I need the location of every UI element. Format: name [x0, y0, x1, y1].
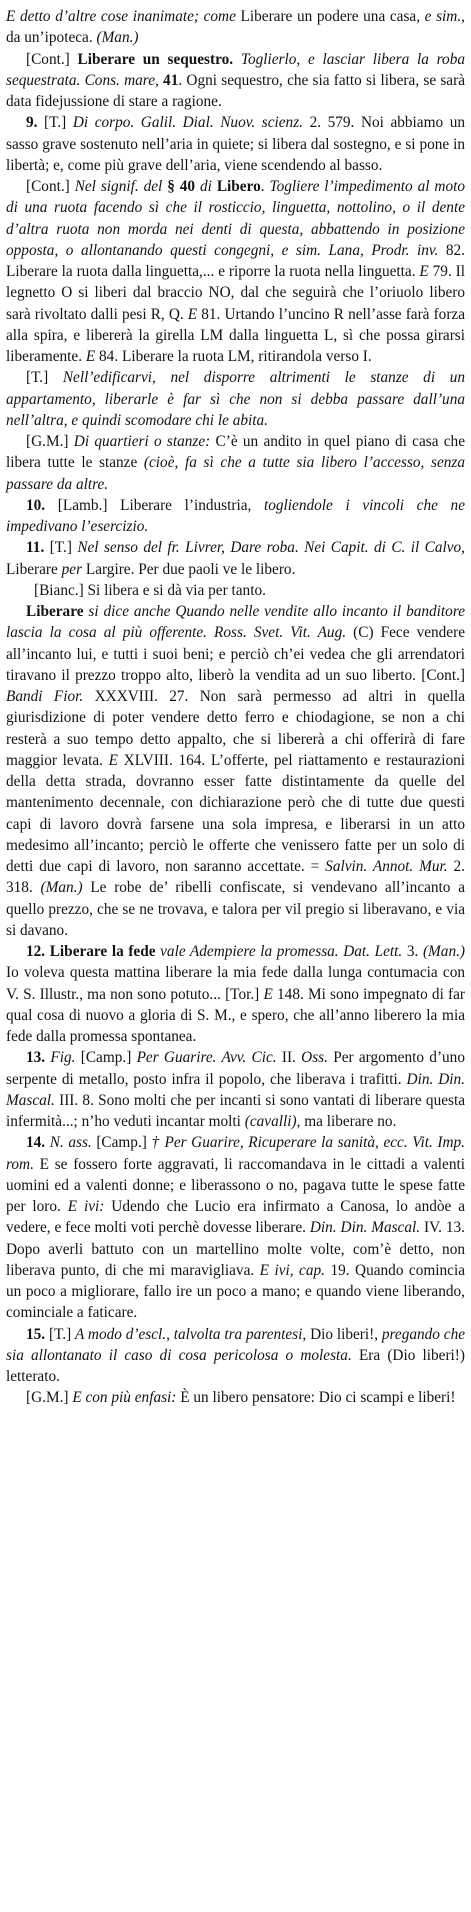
text-segment: Din. Din. Mascal.: [309, 1219, 424, 1237]
text-segment: 11.: [26, 539, 50, 557]
text-segment: II.: [281, 1049, 302, 1067]
entry-paragraph-p01: [6, 6, 465, 49]
entry-paragraph-p09: [6, 580, 465, 601]
text-segment: (C) Fece vendere all’incanto lui, e tutti i suoi beni; e perciò ch’ei vedea che gli arrendatori tiravano il prezzo troppo alto, liberò la vendita ad un suo liberto. [Cont.]: [6, 624, 465, 684]
text-segment: . Ogni sequestro, che sia fatto si libera, se sarà data fidejussione di stare a ragione.: [6, 71, 465, 110]
text-segment: Oss.: [301, 1049, 334, 1067]
text-segment: [Lamb.] Liberare l’industria,: [57, 496, 264, 514]
text-segment: pregando che sia allontanato il caso di cosa pericolosa o molesta.: [6, 1325, 466, 1364]
text-segment: 19. Quando comincia un poco a migliorare, fallo ire un poco a mano; e quando viene liberando, cominciale a faticare.: [6, 1261, 466, 1322]
text-segment: IV. 13. Dopo averli battuto con un martellino molte volte, com’è detto, non liberava punto, di che mi maravigliava.: [6, 1219, 465, 1279]
text-segment: Libero: [216, 178, 261, 195]
entry-paragraph-p03: [6, 112, 465, 176]
text-segment: Io voleva questa mattina liberare la mia fede dalla lunga contumacia con V. S. Illustr., ma non sono potuto... [Tor.]: [6, 964, 465, 1003]
text-segment: [T.]: [48, 1325, 76, 1343]
text-segment: [Cont.]: [26, 178, 75, 195]
text-segment: Liberare un sequestro.: [77, 50, 241, 68]
text-segment: [Camp.]: [96, 1134, 152, 1152]
text-segment: (cavalli): [244, 1113, 297, 1130]
entry-paragraph-p14: [6, 1324, 465, 1388]
text-segment: 3.: [406, 943, 423, 960]
text-segment: si dice anche Quando nelle vendite allo incanto il banditore lascia la cosa al più offerente. Ross. Svet. Vit. Aug.: [6, 603, 465, 642]
text-segment: (Man.): [96, 29, 139, 47]
text-segment: vale Adempiere la promessa. Dat. Lett.: [160, 943, 407, 960]
text-segment: E: [108, 751, 124, 769]
text-segment: E se fossero forte aggravati, li raccomandava in le cittadi a valenti uomini ed a valenti donne; e liberassono o no, pagava tutte le spese fatte per loro.: [6, 1155, 465, 1215]
text-segment: E: [263, 985, 278, 1003]
text-segment: 84. Liberare la ruota LM, ritirandola verso I.: [99, 348, 372, 365]
text-segment: (Man.): [422, 943, 466, 960]
entry-paragraph-p15: [6, 1387, 465, 1408]
text-segment: Nel senso del fr. Livrer, Dare roba. Nei Capit. di C. il Calvo,: [77, 539, 466, 557]
text-segment: togliendole i vincoli che ne impedivano l’esercizio.: [6, 496, 465, 535]
text-segment: È un libero pensatore: Dio ci scampi e liberi!: [180, 1389, 456, 1407]
text-segment: Bandi Fior.: [6, 688, 95, 705]
entry-paragraph-p04: [6, 176, 465, 367]
text-segment: E con più enfasi:: [72, 1389, 181, 1407]
text-segment: A modo d’escl., talvolta tra parentesi,: [75, 1325, 311, 1343]
text-segment: Nel signif. del: [74, 178, 168, 195]
entry-paragraph-p13: [6, 1132, 465, 1323]
text-segment: § 40: [167, 178, 201, 195]
text-segment: Togliere l’impedimento al moto di una ruota facendo sì che il rosticcio, linguetta, nottolino, o il dente d’altra ruota non morda nei denti di questa, abbattendo in posizione opposta, o allontanando questi congegni, e sim. Lana, Prodr. inv.: [6, 178, 465, 259]
text-segment: Era (Dio liberi!) letterato.: [6, 1346, 465, 1385]
text-segment: Liberare un podere una casa,: [240, 8, 425, 25]
text-segment: E: [419, 263, 433, 280]
text-segment: 9.: [26, 114, 45, 132]
text-segment: III. 8. Sono molti che per incanti si sono vantati di liberare questa infermità...; n’ho veduti incantar molti: [6, 1091, 465, 1130]
text-segment: Salvin. Annot. Mur.: [325, 858, 454, 875]
text-segment: Per argomento d’uno serpente di metallo, posto infra il popolo, che liberava i trafitti.: [6, 1049, 465, 1088]
text-segment: per: [61, 560, 86, 578]
text-segment: e sim.: [424, 8, 462, 25]
text-segment: 2. 579. Noi abbiamo un sasso grave sostenuto nell’aria in quiete; si libera dal sostegno, e si pone in libertà; e, come più grave dell’aria, viene scendendo al basso.: [6, 114, 466, 174]
entry-paragraph-p06: [6, 431, 465, 495]
text-segment: 14.: [26, 1134, 50, 1152]
entry-paragraph-p02: [6, 49, 465, 113]
text-segment: [T.]: [26, 369, 63, 387]
text-segment: Udendo che Lucio era infirmato a Canosa, lo andòe a vedere, e fece molti voti perchè dovesse liberare.: [6, 1198, 465, 1237]
text-segment: XLVIII. 164. L’offerte, pel riattamento e restaurazioni della detta strada, dovranno esser fatte distintamente da quelle del mantenimento decennale, con dichiarazione però che di tutte due questi capi di lavoro dovrà farsene una sola impresa, e liberarsi in un atto medesimo all’incanto; perciò le offerte che venissero fatte per un solo di detti due capi di lavoro, non saranno accettate. =: [6, 751, 466, 875]
text-segment: [Camp.]: [80, 1049, 137, 1067]
text-segment: [T.]: [44, 114, 73, 132]
text-segment: 10.: [26, 496, 58, 514]
text-segment: Toglierlo, e lasciar libera la roba sequestrata. Cons. mare,: [6, 50, 465, 89]
text-segment: 12. Liberare la fede: [26, 943, 161, 960]
text-segment: Liberare: [26, 603, 89, 620]
text-segment: E detto d’altre cose inanimate; come: [6, 8, 241, 25]
text-segment: [Cont.]: [26, 50, 78, 68]
text-segment: Din. Din. Mascal.: [6, 1070, 465, 1109]
text-segment: Di quartieri o stanze:: [73, 433, 216, 450]
entry-paragraph-p07: [6, 495, 465, 538]
text-segment: 148. Mi sono impegnato di far qual cosa di nuovo a gloria di S. M., e spero, che all’anno liberero la mia fede dalla promessa spontanea.: [6, 985, 466, 1045]
text-segment: N. ass.: [49, 1134, 97, 1152]
text-segment: E: [187, 305, 202, 323]
text-segment: Largire. Per due paoli ve le libero.: [85, 560, 296, 578]
text-segment: 79. Il legnetto O si liberi dal braccio NO, dal che seguirà che l’oriuolo libero sarà rivoltato dalli pesi R, Q.: [6, 263, 465, 323]
text-segment: 2. 318.: [6, 858, 465, 897]
text-segment: Dio liberi!,: [310, 1325, 382, 1343]
text-segment: E: [85, 348, 100, 365]
text-segment: 82. Liberare la ruota dalla linguetta,... e riporre la ruota nella linguetta.: [6, 241, 465, 280]
text-segment: (Man.): [40, 879, 91, 897]
text-segment: [G.M.]: [26, 433, 74, 450]
text-segment: Le robe de’ ribelli confiscate, si vendevano all’incanto a quello prezzo, che se ne trovava, e talora per vil pregio si liberavano, e via si davano.: [6, 879, 465, 939]
text-segment: [G.M.]: [26, 1389, 73, 1407]
text-segment: XXXVIII. 27. Non sarà permesso ad altri in quella giurisdizione di poter vendere detto ferro e chiodagione, se non a chi resterà a suo tempo detto appalto, che si libererà a chi offerirà di fare maggior levata.: [6, 688, 465, 769]
text-segment: [Bianc.] Si libera e si dà via per tanto.: [34, 581, 266, 599]
text-segment: Liberare: [6, 560, 62, 578]
text-segment: (cioè, fa sì che a tutte sia libero l’accesso, senza passare da altre.: [6, 454, 465, 493]
entry-paragraph-p05: [6, 367, 465, 431]
entry-paragraph-p12: [6, 1047, 465, 1132]
text-segment: 41: [163, 71, 179, 89]
text-segment: , da un’ipoteca.: [6, 8, 465, 47]
text-segment: , ma liberare no.: [296, 1113, 397, 1130]
text-segment: Di corpo. Galil. Dial. Nuov. scienz.: [72, 114, 310, 132]
text-segment: E ivi:: [67, 1198, 112, 1215]
text-segment: Nell’edificarvi, nel disporre altrimenti le stanze di un appartamento, liberarle è far sì che non si debba passare dall’una nell’altra, e quindi scomodare chi le abita.: [6, 369, 465, 429]
text-segment: 81. Urtando l’uncino R nell’asse farà forza alla spira, e libererà la girella LM dalla linguetta L, sì che possa girarsi liberamente.: [6, 305, 465, 365]
text-segment: [T.]: [49, 539, 78, 557]
text-segment: Per Guarire. Avv. Cic.: [136, 1049, 282, 1067]
text-segment: 13.: [26, 1049, 51, 1067]
text-segment: di: [200, 178, 217, 195]
entry-paragraph-p08: [6, 537, 465, 580]
entry-paragraph-p10: [6, 601, 465, 941]
text-segment: E ivi, cap.: [259, 1261, 331, 1279]
text-segment: Fig.: [50, 1049, 81, 1067]
text-segment: † Per Guarire, Ricuperare la sanità, ecc. Vit. Imp. rom.: [6, 1134, 465, 1173]
text-segment: .: [260, 178, 270, 195]
entry-paragraph-p11: [6, 941, 465, 1047]
text-segment: C’è un andito in quel piano di casa che libera tutte le stanze: [6, 433, 465, 472]
text-segment: 15.: [26, 1325, 49, 1343]
